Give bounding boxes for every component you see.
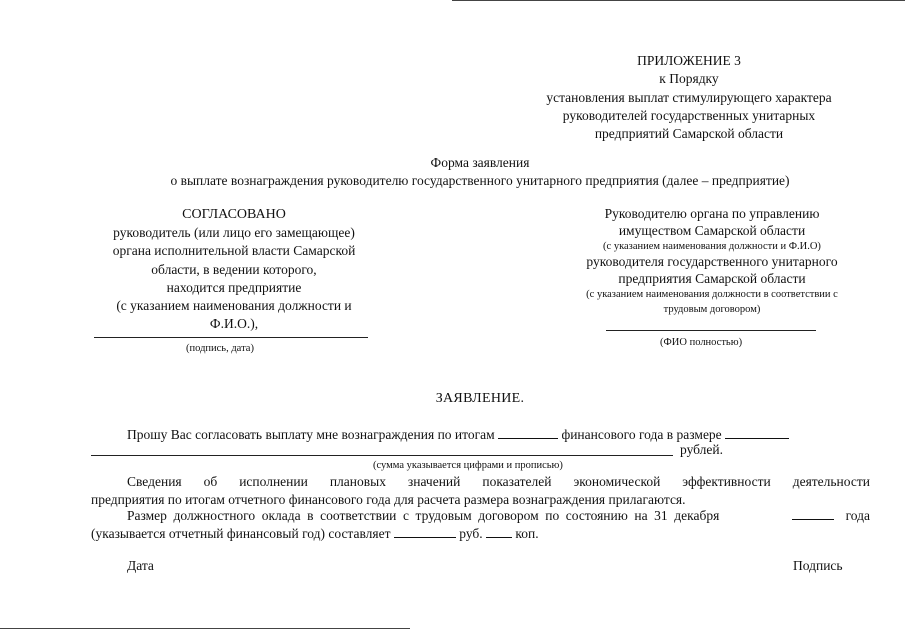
approval-line: области, в ведении которого, [151,261,317,277]
form-title-line1: Форма заявления [430,155,530,170]
statement-paragraph-2-cont: предприятия по итогам отчетного финансового года для расчета размера вознаграждения прилагаются. [91,492,686,507]
approval-line: (с указанием наименования должности и [116,298,352,314]
scan-edge-bottom [0,628,410,629]
salary-kopecks-blank[interactable] [486,525,512,538]
approval-heading: СОГЛАСОВАНО [182,207,286,222]
statement-paragraph-3-cont [91,525,539,543]
appendix-line: предприятий Самарской области [594,126,784,142]
statement-text: года [845,508,870,523]
addressee-note: (с указанием наименования должности в соответствии с [586,289,838,300]
addressee-signature-caption: (ФИО полностью) [660,337,743,348]
appendix-block [455,52,905,143]
statement-text: (указывается отчетный финансовый год) составляет [91,526,391,541]
statement-heading: ЗАЯВЛЕНИЕ. [435,391,525,406]
addressee-line: Руководителю органа по управлению [604,206,820,221]
addressee-line: предприятия Самарской области [618,270,806,286]
amount-words-line[interactable] [91,455,673,456]
addressee-line: имуществом Самарской области [618,222,806,238]
statement-rubles: рублей. [680,442,724,457]
approval-block [75,206,393,333]
appendix-line: руководителей государственных унитарных [562,107,816,123]
approval-line: руководитель (или лицо его замещающее) [113,225,355,241]
approval-signature-caption: (подпись, дата) [186,343,254,354]
statement-text: финансового года в размере [561,427,722,442]
addressee-signature-line [606,330,816,331]
statement-paragraph-3 [127,507,870,525]
approval-line: находится предприятие [166,279,302,295]
form-title-line2: о выплате вознаграждения руководителю государственного унитарного предприятия (далее – предприятие) [170,173,790,188]
addressee-note: (с указанием наименования должности и Ф.И.О) [603,241,821,252]
amount-blank[interactable] [725,426,789,439]
appendix-line: к Порядку [659,71,719,87]
approval-signature-line [94,337,368,338]
form-title [0,154,905,190]
scan-edge-top [452,0,905,1]
appendix-line: установления выплат стимулирующего характера [546,89,832,105]
signature-label: Подпись [793,558,843,573]
addressee-note: трудовым договором) [663,304,761,315]
date-label: Дата [127,558,154,573]
addressee-line: руководителя государственного унитарного [586,254,838,269]
addressee-block [553,206,871,317]
statement-paragraph-2 [127,473,870,491]
amount-caption: (сумма указывается цифрами и прописью) [373,460,563,471]
statement-text: Сведения об исполнении плановых значений показателей экономической эффективности деятельности [127,474,870,489]
salary-year-blank[interactable] [792,507,834,520]
salary-rubles-blank[interactable] [394,525,456,538]
statement-text: коп. [515,526,539,541]
approval-line: Ф.И.О.), [209,316,259,332]
statement-text: руб. [459,526,483,541]
statement-text: Размер должностного оклада в соответствии с трудовым договором по состоянию на 31 декабря [127,508,720,523]
approval-line: органа исполнительной власти Самарской [112,243,356,259]
appendix-title: ПРИЛОЖЕНИЕ 3 [637,53,741,68]
year-blank[interactable] [498,426,558,439]
statement-text: Прошу Вас согласовать выплату мне вознаграждения по итогам [127,427,495,442]
